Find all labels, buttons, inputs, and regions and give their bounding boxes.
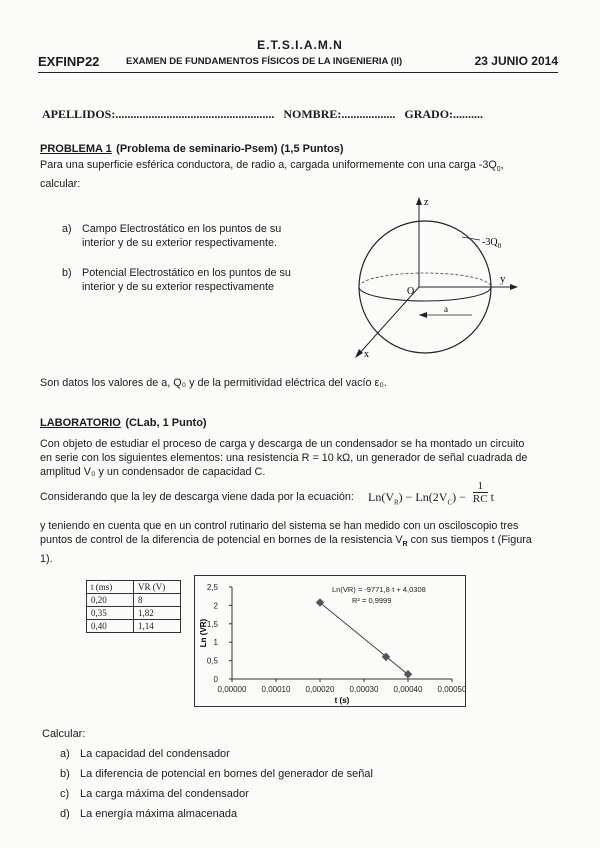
x-tick-label: 0,00050 [437,685,466,694]
formula-sub: C [447,498,453,507]
z-arrow [416,197,422,205]
lab-text: en serie con los siguientes elementos: una resistencia R = 10 kΩ, un generador de señal cuadrada de [40,452,528,464]
table-header: t (ms) [87,581,134,594]
table-cell: 8 [134,594,181,607]
table-row [87,594,181,607]
x-tick-label: 0,00010 [261,685,291,694]
calcular-label: Calcular: [42,728,86,740]
table-header-row [87,581,181,594]
lab-heading [40,413,207,431]
institution: E.T.S.I.A.M.N [257,38,343,52]
table-row [87,620,181,633]
lab-paragraph-2: Considerando que la ley de descarga viene dada por la ecuación: [40,491,354,503]
lab-text: puntos de control de la diferencia de potencial en bornes de la resistencia V [40,534,403,546]
y-tick-label: 2,5 [206,583,218,592]
y-tick-label: 1 [213,638,218,648]
y-tick-label: 0,5 [206,656,218,666]
problem1-title: PROBLEMA 1 [40,143,112,155]
statement-line: Para una superficie esférica conductora, de radio a, cargada uniformemente con una carga -3Q [40,159,497,171]
item-label: a) [62,223,72,235]
problem1-item-a [62,222,281,250]
statement-tail: , [500,159,504,171]
x-axis [358,287,419,355]
y-arrow [510,284,518,290]
apellidos-field[interactable]: APELLIDOS:..................................................... [42,107,275,121]
z-label: z [424,197,429,208]
question-text: La carga máxima del condensador [80,788,249,800]
x-tick-label: 0,00040 [393,685,423,694]
fraction-numerator: 1 [473,480,488,493]
table-cell: 0,40 [87,620,134,633]
data-table [86,580,181,633]
charge-text: -3Q [482,237,498,248]
r-squared: R² = 0,9999 [352,596,392,605]
problem1-subtitle: (Problema de seminario-Psem) (1,5 Puntos) [116,143,344,155]
item-text: Potencial Electrostático en los puntos de su [82,267,291,279]
origin-label: O [407,286,415,297]
lab-paragraph-3 [40,519,565,566]
exam-date: 23 JUNIO 2014 [474,54,558,68]
lab-text: con sus tiempos t (Figura [407,534,532,546]
item-label: b) [62,267,72,279]
lab-text: amplitud V₀ y un condensador de capacidad C. [40,466,266,478]
formula-fraction [473,480,488,505]
question-text: La energía máxima almacenada [80,808,238,820]
question-text: La diferencia de potencial en bornes del generador de señal [80,768,373,780]
y-axis-label: Ln (VR) [199,618,208,648]
fraction-denominator: RC [472,493,488,505]
nombre-field[interactable]: NOMBRE:.................. [283,107,396,121]
lab-subtitle: (CLab, 1 Punto) [125,417,207,429]
discharge-formula [368,480,494,505]
lab-paragraph-1 [40,437,565,479]
radius-label: a [444,304,448,314]
table-row [87,607,181,620]
lab-text: y teniendo en cuenta que en un control rutinario del sistema se han medido con un osciloscopio tres [40,520,519,532]
question-label: a) [60,748,70,760]
table-cell: 0,20 [87,594,134,607]
question-d [60,808,237,820]
charge-label [482,237,502,250]
formula-sub: R [394,498,399,507]
lab-sub: R [402,541,408,549]
x-axis-label: t (s) [334,696,350,705]
y-tick-label: 1,5 [206,619,218,629]
sphere-equator [359,287,491,301]
formula-text: Ln(V [368,490,394,504]
statement-line2: calcular: [40,178,81,191]
radius-arrow [419,312,427,318]
exam-code: EXFINP22 [38,54,100,69]
question-c [60,788,249,800]
grado-field[interactable]: GRADO:.......... [404,107,484,121]
y-tick-label: 0 [213,675,218,684]
problem1-statement [40,158,560,191]
x-tick-label: 0,00030 [349,685,379,694]
discharge-chart [194,575,466,707]
table-cell: 0,35 [87,607,134,620]
student-fields [42,107,562,122]
header-rule [38,72,558,73]
problem1-item-b [62,266,291,294]
table-cell: 1,82 [134,607,181,620]
sphere-figure [340,195,530,365]
statement-sub: 0 [496,166,501,174]
x-label: x [364,349,369,360]
exam-title: EXAMEN DE FUNDAMENTOS FÍSICOS DE LA INGENIERIA (II) [126,56,403,67]
trendline-equation: Ln(VR) = -9771,8·t + 4,0308 [332,585,426,594]
formula-t: t [490,490,494,504]
y-label: y [500,273,506,285]
charge-sub: 0 [497,242,502,250]
table-cell: 1,14 [134,620,181,633]
question-label: b) [60,768,70,780]
question-label: d) [60,808,70,820]
item-text: Campo Electrostático en los puntos de su [82,223,282,235]
question-b [60,768,373,780]
formula-text: ) − [452,490,466,504]
x-tick-label: 0,00000 [217,685,247,694]
question-label: c) [60,788,70,800]
formula-part [368,490,466,507]
y-tick-label: 2 [213,601,218,611]
sphere-equator-back [359,273,491,287]
x-tick-label: 0,00020 [305,685,335,694]
problem1-heading [40,139,344,157]
item-text: interior y de su exterior respectivamente. [82,237,278,249]
lab-title: LABORATORIO [40,417,121,429]
lab-text: Con objeto de estudiar el proceso de carga y descarga de un condensador se ha montado un circuito [40,438,525,450]
item-text: interior y de su exterior respectivamente [82,281,275,293]
problem1-data-note: Son datos los valores de a, Q₀ y de la permitividad eléctrica del vacío ε₀. [40,377,387,389]
table-header: VR (V) [134,581,181,594]
formula-text: ) − Ln(2V [398,490,448,504]
question-text: La capacidad del condensador [80,748,230,760]
question-a [60,748,230,760]
lab-text: 1). [40,553,53,566]
